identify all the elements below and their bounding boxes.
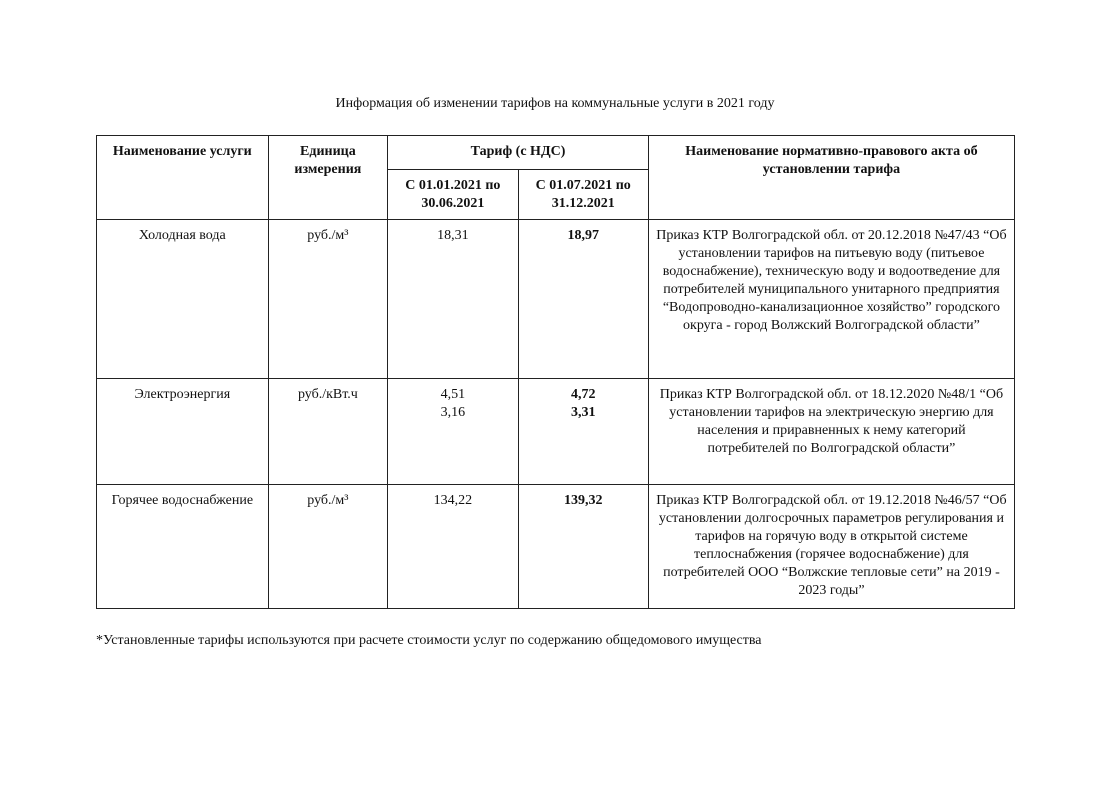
tariff-value: 18,31 [437, 228, 469, 243]
tariff-value: 4,51 [440, 387, 466, 402]
cell-period-2 [518, 220, 648, 379]
cell-period-1 [388, 485, 518, 609]
tariff-value: 139,32 [563, 493, 603, 508]
table-row [97, 485, 1015, 609]
cell-unit: руб./м³ [268, 220, 388, 379]
footnote: *Установленные тарифы используются при расчете стоимости услуг по содержанию общедомового имущества [96, 633, 762, 648]
header-period-2: С 01.07.2021 по 31.12.2021 [518, 170, 648, 220]
table-row [97, 220, 1015, 379]
cell-period-2 [518, 485, 648, 609]
cell-service: Холодная вода [97, 220, 269, 379]
table-header-row [97, 136, 1015, 170]
document-title: Информация об изменении тарифов на коммунальные услуги в 2021 году [335, 96, 775, 111]
cell-act: Приказ КТР Волгоградской обл. от 18.12.2020 №48/1 “Об установлении тарифов на электрическую энергию для населения и приравненных к нему категорий потребителей по Волгоградской области” [648, 379, 1014, 485]
cell-period-1 [388, 379, 518, 485]
header-service: Наименование услуги [97, 136, 269, 220]
tariff-value: 4,72 [570, 387, 596, 402]
table-row [97, 379, 1015, 485]
tariff-table [96, 135, 1015, 609]
tariff-value: 18,97 [567, 228, 599, 243]
cell-service: Электроэнергия [97, 379, 269, 485]
header-unit: Единица измерения [268, 136, 388, 220]
header-act: Наименование нормативно-правового акта об установлении тарифа [648, 136, 1014, 220]
cell-act: Приказ КТР Волгоградской обл. от 20.12.2018 №47/43 “Об установлении тарифов на питьевую воду (питьевое водоснабжение), техническую воду и водоотведение для потребителей муниципального унитарного предприятия “Водопроводно-канализационное хозяйство” городского округа - город Волжский Волгоградской области” [648, 220, 1014, 379]
cell-act: Приказ КТР Волгоградской обл. от 19.12.2018 №46/57 “Об установлении долгосрочных параметров регулирования и тарифов на горячую воду в открытой системе теплоснабжения (горячее водоснабжение) для потребителей ООО “Волжские тепловые сети” на 2019 - 2023 годы” [648, 485, 1014, 609]
tariff-value: 3,31 [570, 405, 596, 420]
header-period-1: С 01.01.2021 по 30.06.2021 [388, 170, 518, 220]
cell-unit: руб./кВт.ч [268, 379, 388, 485]
tariff-value: 134,22 [433, 493, 473, 508]
cell-unit: руб./м³ [268, 485, 388, 609]
cell-period-1 [388, 220, 518, 379]
tariff-value: 3,16 [440, 405, 466, 420]
cell-service: Горячее водоснабжение [97, 485, 269, 609]
header-tariff: Тариф (с НДС) [388, 136, 649, 170]
cell-period-2 [518, 379, 648, 485]
